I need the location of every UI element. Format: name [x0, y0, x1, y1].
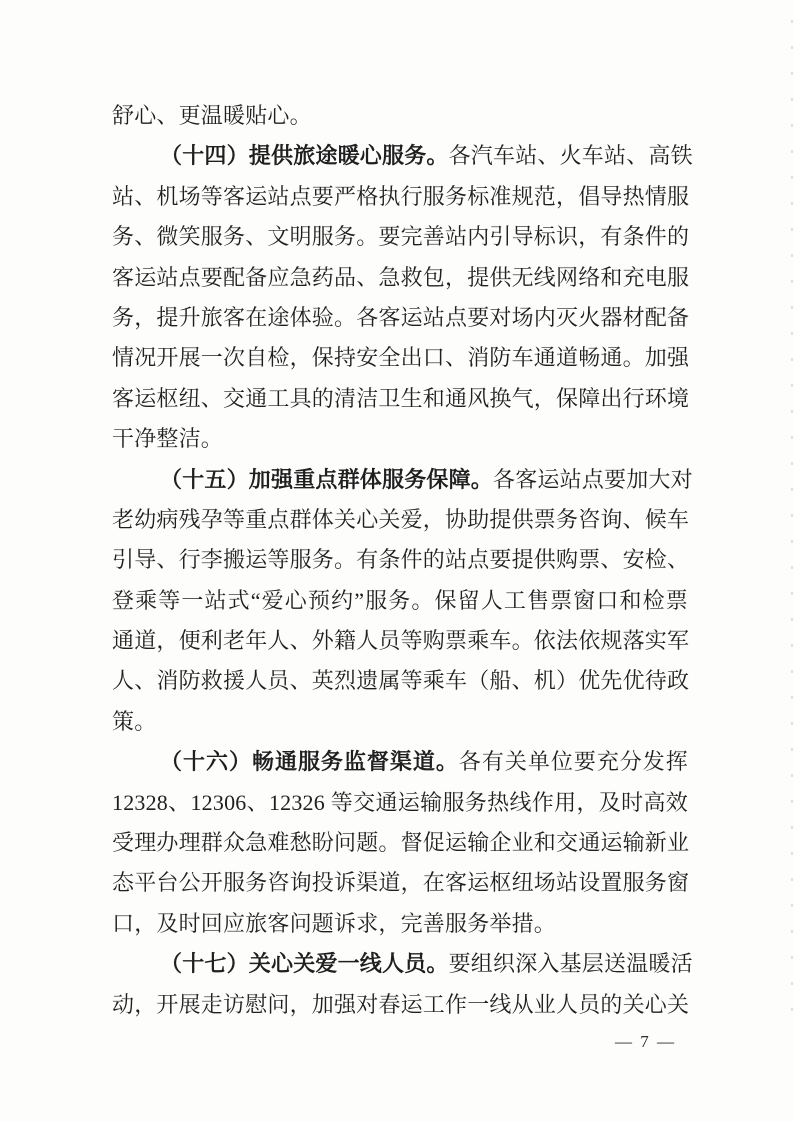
section-heading: （十五）加强重点群体服务保障。: [160, 466, 494, 492]
text-line: [112, 379, 688, 419]
section-heading: （十七）关心关爱一线人员。: [160, 951, 449, 977]
text-line: [112, 460, 693, 500]
page-number-label: — 7 —: [615, 1032, 676, 1051]
body-text: 各客运站点要加大对: [493, 466, 693, 492]
text-line: [112, 217, 688, 257]
text-line: [112, 419, 688, 459]
scan-edge-artifact: [791, 20, 793, 1020]
text-line: [112, 661, 688, 701]
body-text: 动，开展走访慰问，加强对春运工作一线从业人员的关心关: [112, 991, 690, 1017]
body-text: 站、机场等客运站点要严格执行服务标准规范，倡导热情服: [112, 183, 690, 209]
body-text: 12328、12306、12326 等交通运输服务热线作用，及时高效: [112, 789, 688, 815]
body-text: 登乘等一站式“爱心预约”服务。保留人工售票窗口和检票: [112, 587, 688, 613]
text-line: [112, 702, 688, 742]
body-text: 引导、行李搬运等服务。有条件的站点要提供购票、安检、: [112, 547, 690, 573]
text-line: [112, 500, 688, 540]
section-heading: （十四）提供旅途暖心服务。: [160, 143, 449, 169]
body-text: 通道，便利老年人、外籍人员等购票乘车。依法依规落实军: [112, 628, 690, 654]
text-line: [112, 540, 688, 580]
text-line: [112, 944, 693, 984]
text-line: [112, 96, 688, 136]
section-heading: （十六）畅通服务监督渠道。: [160, 749, 459, 775]
body-text: 客运站点要配备应急药品、急救包，提供无线网络和充电服: [112, 264, 690, 290]
body-text: 舒心、更温暖贴心。: [112, 103, 312, 128]
page-number: [615, 1032, 676, 1052]
text-line: [112, 985, 688, 1025]
text-line: [112, 177, 688, 217]
text-line: [112, 742, 688, 782]
text-line: [112, 863, 688, 903]
body-text: 各有关单位要充分发挥: [458, 749, 688, 775]
text-line: [112, 621, 688, 661]
body-text: 要组织深入基层送温暖活: [448, 951, 693, 977]
body-text: 老幼病残孕等重点群体关心关爱，协助提供票务咨询、候车: [112, 506, 690, 532]
text-line: [112, 783, 688, 823]
text-line: [112, 904, 688, 944]
body-text: 人、消防救援人员、英烈遗属等乘车（船、机）优先优待政: [112, 668, 690, 694]
body-text: 态平台公开服务咨询投诉渠道，在客运枢纽场站设置服务窗: [112, 870, 690, 896]
text-line: [112, 258, 688, 298]
body-text: 策。: [112, 708, 157, 734]
text-line: [112, 338, 688, 378]
text-line: [112, 581, 688, 621]
text-line: [112, 823, 688, 863]
document-body: [112, 96, 693, 1025]
text-line: [112, 136, 693, 176]
body-text: 情况开展一次自检，保持安全出口、消防车通道畅通。加强: [112, 345, 690, 371]
text-line: [112, 298, 688, 338]
body-text: 各汽车站、火车站、高铁: [448, 143, 693, 169]
body-text: 受理办理群众急难愁盼问题。督促运输企业和交通运输新业: [112, 830, 690, 856]
body-text: 口，及时回应旅客问题诉求，完善服务举措。: [112, 910, 557, 936]
body-text: 务、微笑服务、文明服务。要完善站内引导标识，有条件的: [112, 224, 690, 250]
body-text: 干净整洁。: [112, 426, 224, 452]
body-text: 客运枢纽、交通工具的清洁卫生和通风换气，保障出行环境: [112, 385, 690, 411]
body-text: 务，提升旅客在途体验。各客运站点要对场内灭火器材配备: [112, 304, 690, 330]
